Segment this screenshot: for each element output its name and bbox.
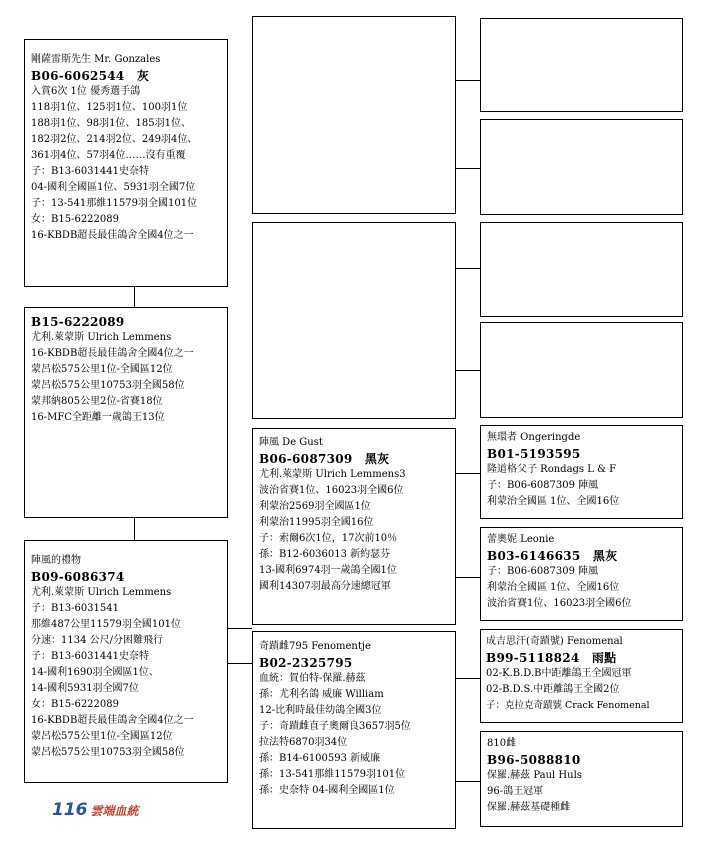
info-line: 蒙呂松575公里10753羽全國58位	[31, 380, 185, 391]
logo-number: 116	[52, 800, 88, 820]
info-line: 16-MFC全距離一歲鴿王13位	[31, 412, 165, 423]
ancestor-box-empty	[480, 222, 683, 317]
info-line: 尤利.萊蒙斯 Ulrich Lemmens3	[259, 469, 406, 480]
info-line: 孫：B14-6100593 新威廉	[259, 753, 381, 764]
ring-number: B96-5088810	[487, 753, 581, 767]
info-line: 361羽4位、57羽4位……沒有重覆	[31, 150, 186, 161]
connector-line	[456, 781, 480, 782]
info-line: 子：克拉克奇蹟號 Crack Fenomenal	[486, 700, 650, 711]
connector-line	[456, 678, 480, 679]
connector-line	[134, 518, 135, 540]
ancestor-box-empty	[252, 222, 456, 419]
pigeon-name: 810雌	[487, 738, 517, 749]
pigeon-name: 陣風的禮物	[31, 555, 81, 566]
info-line: 尤利.萊蒙斯 Ulrich Lemmens	[31, 332, 172, 343]
connector-line	[228, 663, 252, 664]
pigeon-card-gg4	[480, 731, 683, 827]
info-line: 利蒙治全國區 1位、全國16位	[487, 582, 620, 593]
connector-line	[134, 287, 135, 307]
info-line: 孫：B12-6036013 新約瑟芬	[259, 549, 391, 560]
pigeon-card-dam-of-dam	[252, 631, 456, 829]
info-line: 蒙邦納805公里2位-省賽18位	[31, 396, 163, 407]
pigeon-name: 剛薩雷斯先生 Mr. Gonzales	[31, 54, 161, 65]
info-line: 14-國利1690羽全國區1位、	[31, 667, 159, 678]
ring-number: B15-6222089	[31, 315, 125, 329]
info-line: 保羅.赫茲基礎種雌	[487, 802, 571, 813]
connector-line	[228, 628, 252, 629]
info-line: 蒙呂松575公里1位-全國區12位	[31, 731, 173, 742]
ring-number: B01-5193595	[487, 447, 581, 461]
info-line: 14-國利5931羽全國7位	[31, 683, 139, 694]
pigeon-card-gg3	[480, 629, 683, 723]
info-line: 182羽2位、214羽2位、249羽4位、	[31, 134, 198, 145]
info-line: 隆道格父子 Rondags L & F	[487, 464, 617, 475]
pigeon-card-gg2	[480, 527, 683, 621]
connector-line	[456, 577, 480, 578]
info-line: 子：B06-6087309 陣風	[487, 566, 599, 577]
info-line: 16-KBDB超長最佳鴿舍全國4位之一	[31, 230, 194, 241]
ring-number: B06-6062544 灰	[31, 69, 150, 83]
info-line: 女：B15-6222089	[31, 214, 119, 225]
info-line: 12-比利時最佳幼鴿全國3位	[259, 705, 382, 716]
connector-line	[456, 268, 480, 269]
info-line: 蒙呂松575公里10753羽全國58位	[31, 747, 185, 758]
pigeon-name: 奇蹟雌795 Fenomentje	[259, 641, 371, 652]
info-line: 188羽1位、98羽1位、185羽1位、	[31, 118, 191, 129]
connector-line	[456, 473, 480, 474]
info-line: 孫：尤利名鴿 威廉 William	[259, 689, 384, 700]
info-line: 96-鴿王冠軍	[487, 786, 544, 797]
ancestor-box-empty	[480, 119, 683, 215]
ring-number: B02-2325795	[259, 656, 353, 670]
pigeon-card-sire-of-dam	[252, 428, 456, 625]
info-line: 子：索爾6次1位，17次前10％	[259, 533, 398, 544]
ring-number: B99-5118824 雨點	[486, 651, 617, 665]
ancestor-box-empty	[252, 16, 456, 214]
info-line: 波治省賽1位、16023羽全國6位	[259, 485, 404, 496]
ancestor-box-empty	[480, 322, 683, 418]
info-line: 子：奇蹟雌直子奧爾良3657羽5位	[259, 721, 411, 732]
pigeon-name: 蕾奧妮 Leonie	[487, 534, 555, 545]
pigeon-name: 無環者 Ongeringde	[487, 432, 581, 443]
info-line: 02-B.D.S.中距離鴿王全國2位	[486, 684, 620, 695]
brand-logo	[52, 800, 139, 820]
info-line: 血統：賀伯特-保羅.赫茲	[259, 673, 366, 684]
info-line: 孫：13-541那維11579羽101位	[259, 769, 406, 780]
info-line: 那維487公里11579羽全國101位	[31, 619, 181, 630]
pigeon-card-offspring	[24, 307, 228, 518]
pigeon-card-gg1	[480, 425, 683, 519]
info-line: 波治省賽1位、16023羽全國6位	[487, 598, 632, 609]
ring-number: B06-6087309 黑灰	[259, 452, 390, 466]
info-line: 國利14307羽最高分速總冠軍	[259, 581, 391, 592]
info-line: 16-KBDB超長最佳鴿舍全國4位之一	[31, 715, 194, 726]
connector-line	[456, 80, 480, 81]
pigeon-card-dam	[24, 540, 228, 783]
info-line: 13-國利6974羽一歲鴿全國1位	[259, 565, 397, 576]
info-line: 02-K.B.D.B中距離鴿王全國冠軍	[486, 668, 632, 679]
info-line: 子：B06-6087309 陣風	[487, 480, 599, 491]
info-line: 04-國利全國區1位、5931羽全國7位	[31, 182, 196, 193]
info-line: 女：B15-6222089	[31, 699, 119, 710]
info-line: 利蒙治全國區 1位、全國16位	[487, 496, 620, 507]
info-line: 118羽1位、125羽1位、100羽1位	[31, 102, 188, 113]
info-line: 蒙呂松575公里1位-全國區12位	[31, 364, 173, 375]
info-line: 利蒙治2569羽全國區1位	[259, 501, 371, 512]
info-line: 子：B13-6031441史奈特	[31, 651, 149, 662]
ring-number: B03-6146635 黑灰	[487, 549, 618, 563]
info-line: 子：13-541那維11579羽全國101位	[31, 198, 198, 209]
connector-line	[456, 168, 480, 169]
info-line: 分速：1134 公尺/分困難飛行	[31, 635, 163, 646]
ancestor-box-empty	[480, 18, 683, 112]
info-line: 子：B13-6031541	[31, 603, 119, 614]
pigeon-card-subject	[24, 39, 228, 287]
info-line: 孫：史奈特 04-國利全國區1位	[259, 785, 395, 796]
info-line: 入賞6次 1位 優秀選手鴿	[31, 86, 141, 97]
info-line: 利蒙治11995羽全國16位	[259, 517, 374, 528]
logo-text: 雲端血統	[90, 804, 139, 818]
pigeon-name: 陣風 De Gust	[259, 437, 323, 448]
info-line: 尤利.萊蒙斯 Ulrich Lemmens	[31, 587, 172, 598]
connector-line	[456, 370, 480, 371]
info-line: 16-KBDB超長最佳鴿舍全國4位之一	[31, 348, 194, 359]
info-line: 子：B13-6031441史奈特	[31, 166, 149, 177]
info-line: 保羅.赫茲 Paul Huls	[487, 770, 582, 781]
ring-number: B09-6086374	[31, 570, 125, 584]
info-line: 拉法特6870羽34位	[259, 737, 348, 748]
pigeon-name: 成吉思汗(奇蹟號) Fenomenal	[486, 636, 623, 647]
